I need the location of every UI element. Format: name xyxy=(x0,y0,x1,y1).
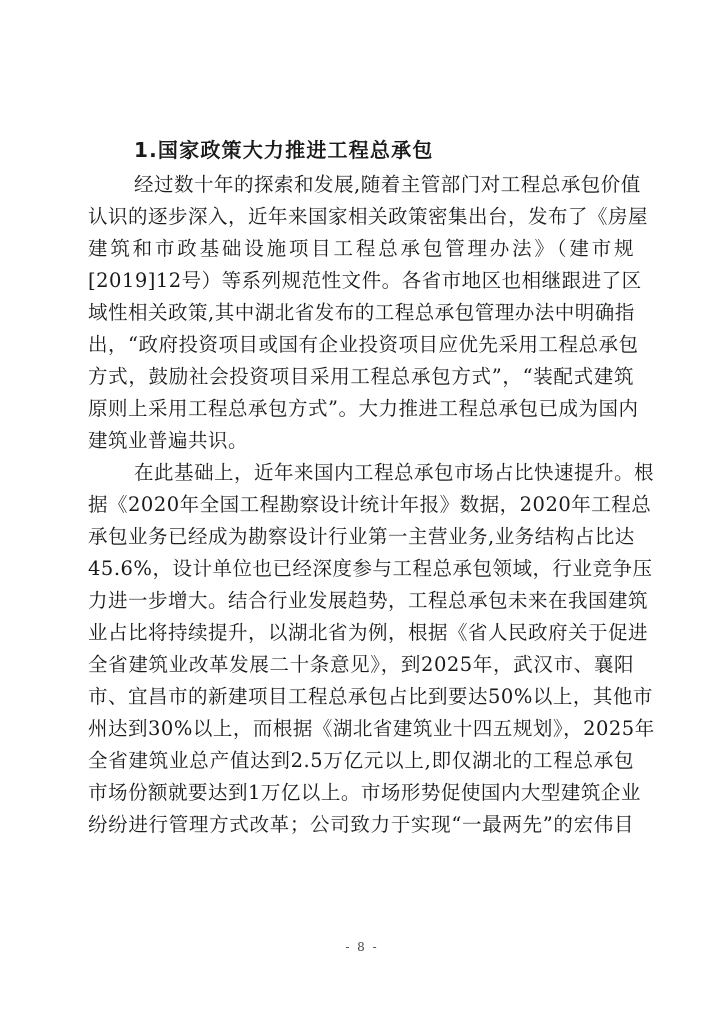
text-line: [2019]12号）等系列规范性文件。各省市地区也相继跟进了区 xyxy=(88,269,642,292)
text-line: 市、宜昌市的新建项目工程总承包占比到要达50%以上，其他市 xyxy=(88,685,653,708)
text-line: 经过数十年的探索和发展,随着主管部门对工程总承包价值 xyxy=(134,173,641,196)
text-line: 原则上采用工程总承包方式”。大力推进工程总承包已成为国内 xyxy=(88,397,639,420)
text-line: 建筑和市政基础设施项目工程总承包管理办法》（建市规 xyxy=(88,237,634,260)
page-number: - 8 - xyxy=(345,940,379,954)
text-line: 域性相关政策,其中湖北省发布的工程总承包管理办法中明确指 xyxy=(88,301,635,324)
text-line: 建筑业普遍共识。 xyxy=(88,429,249,452)
text-line: 认识的逐步深入，近年来国家相关政策密集出台，发布了《房屋 xyxy=(88,205,649,228)
text-line: 州达到30%以上，而根据《湖北省建筑业十四五规划》，2025年 xyxy=(88,717,655,740)
text-line: 力进一步增大。结合行业发展趋势，工程总承包未来在我国建筑 xyxy=(88,589,649,612)
text-line: 承包业务已经成为勘察设计行业第一主营业务,业务结构占比达 xyxy=(88,525,635,548)
section-heading: 1.国家政策大力推进工程总承包 xyxy=(134,138,434,162)
text-line: 全省建筑业改革发展二十条意见》，到2025年，武汉市、襄阳 xyxy=(88,653,634,676)
text-line: 全省建筑业总产值达到2.5万亿元以上,即仅湖北的工程总承包 xyxy=(88,749,634,772)
text-line: 纷纷进行管理方式改革；公司致力于实现“一最两先”的宏伟目 xyxy=(88,813,634,836)
text-line: 据《2020年全国工程勘察设计统计年报》数据，2020年工程总 xyxy=(88,493,652,516)
text-line: 出，“政府投资项目或国有企业投资项目应优先采用工程总承包 xyxy=(88,333,639,356)
text-line: 业占比将持续提升，以湖北省为例，根据《省人民政府关于促进 xyxy=(88,621,649,644)
text-line: 市场份额就要达到1万亿以上。市场形势促使国内大型建筑企业 xyxy=(88,781,641,804)
text-line: 方式，鼓励社会投资项目采用工程总承包方式”，“装配式建筑 xyxy=(88,365,634,388)
text-line: 在此基础上，近年来国内工程总承包市场占比快速提升。根 xyxy=(134,461,655,484)
text-line: 45.6%，设计单位也已经深度参与工程总承包领域，行业竞争压 xyxy=(88,557,653,580)
